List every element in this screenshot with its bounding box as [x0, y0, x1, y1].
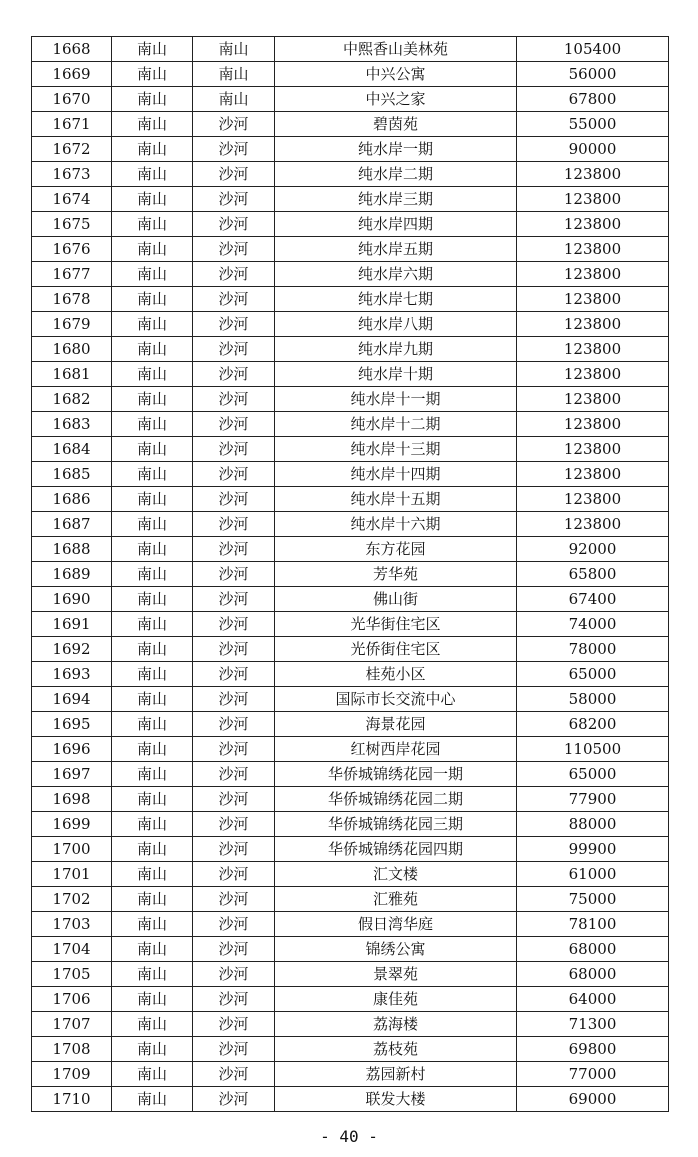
cell-price: 64000 [517, 987, 669, 1012]
cell-district: 南山 [112, 812, 193, 837]
cell-community-name: 假日湾华庭 [275, 912, 517, 937]
cell-number: 1701 [32, 862, 112, 887]
cell-number: 1706 [32, 987, 112, 1012]
table-row [32, 462, 669, 487]
cell-community-name: 华侨城锦绣花园三期 [275, 812, 517, 837]
cell-community-name: 荔海楼 [275, 1012, 517, 1037]
table-row [32, 1087, 669, 1112]
cell-area: 沙河 [193, 912, 275, 937]
cell-price: 75000 [517, 887, 669, 912]
cell-number: 1704 [32, 937, 112, 962]
cell-community-name: 碧茵苑 [275, 112, 517, 137]
cell-community-name: 桂苑小区 [275, 662, 517, 687]
cell-number: 1684 [32, 437, 112, 462]
cell-district: 南山 [112, 762, 193, 787]
cell-number: 1675 [32, 212, 112, 237]
cell-price: 123800 [517, 187, 669, 212]
cell-price: 67800 [517, 87, 669, 112]
cell-area: 沙河 [193, 212, 275, 237]
cell-community-name: 纯水岸六期 [275, 262, 517, 287]
cell-community-name: 中兴公寓 [275, 62, 517, 87]
table-row [32, 337, 669, 362]
cell-number: 1696 [32, 737, 112, 762]
cell-price: 90000 [517, 137, 669, 162]
cell-number: 1674 [32, 187, 112, 212]
cell-price: 123800 [517, 287, 669, 312]
cell-area: 沙河 [193, 887, 275, 912]
cell-community-name: 纯水岸十一期 [275, 387, 517, 412]
table-row [32, 362, 669, 387]
cell-district: 南山 [112, 287, 193, 312]
cell-price: 123800 [517, 312, 669, 337]
table-row [32, 1062, 669, 1087]
cell-community-name: 华侨城锦绣花园四期 [275, 837, 517, 862]
table-row [32, 962, 669, 987]
cell-community-name: 海景花园 [275, 712, 517, 737]
cell-number: 1700 [32, 837, 112, 862]
cell-area: 沙河 [193, 412, 275, 437]
cell-district: 南山 [112, 962, 193, 987]
cell-district: 南山 [112, 1087, 193, 1112]
cell-community-name: 中兴之家 [275, 87, 517, 112]
cell-number: 1703 [32, 912, 112, 937]
cell-area: 沙河 [193, 387, 275, 412]
cell-price: 78100 [517, 912, 669, 937]
cell-district: 南山 [112, 412, 193, 437]
table-row [32, 662, 669, 687]
cell-area: 沙河 [193, 737, 275, 762]
cell-area: 沙河 [193, 812, 275, 837]
cell-price: 123800 [517, 162, 669, 187]
cell-area: 沙河 [193, 487, 275, 512]
cell-price: 69800 [517, 1037, 669, 1062]
cell-number: 1709 [32, 1062, 112, 1087]
cell-area: 沙河 [193, 1062, 275, 1087]
cell-number: 1679 [32, 312, 112, 337]
cell-price: 123800 [517, 462, 669, 487]
cell-area: 沙河 [193, 362, 275, 387]
cell-price: 92000 [517, 537, 669, 562]
table-body [32, 37, 669, 1112]
cell-number: 1687 [32, 512, 112, 537]
cell-area: 沙河 [193, 462, 275, 487]
cell-area: 沙河 [193, 787, 275, 812]
cell-district: 南山 [112, 187, 193, 212]
cell-district: 南山 [112, 162, 193, 187]
cell-price: 56000 [517, 62, 669, 87]
cell-district: 南山 [112, 1012, 193, 1037]
cell-area: 南山 [193, 62, 275, 87]
table-row [32, 212, 669, 237]
cell-district: 南山 [112, 37, 193, 62]
cell-community-name: 联发大楼 [275, 1087, 517, 1112]
table-row [32, 87, 669, 112]
cell-community-name: 纯水岸十五期 [275, 487, 517, 512]
cell-area: 沙河 [193, 1087, 275, 1112]
cell-district: 南山 [112, 362, 193, 387]
cell-number: 1710 [32, 1087, 112, 1112]
cell-community-name: 光侨街住宅区 [275, 637, 517, 662]
cell-area: 沙河 [193, 662, 275, 687]
cell-community-name: 荔园新村 [275, 1062, 517, 1087]
cell-price: 123800 [517, 262, 669, 287]
cell-district: 南山 [112, 337, 193, 362]
cell-district: 南山 [112, 512, 193, 537]
table-row [32, 937, 669, 962]
table-row [32, 387, 669, 412]
cell-area: 沙河 [193, 862, 275, 887]
cell-district: 南山 [112, 1062, 193, 1087]
cell-district: 南山 [112, 112, 193, 137]
table-row [32, 187, 669, 212]
table-row [32, 62, 669, 87]
cell-community-name: 纯水岸九期 [275, 337, 517, 362]
cell-area: 沙河 [193, 587, 275, 612]
cell-district: 南山 [112, 737, 193, 762]
cell-district: 南山 [112, 987, 193, 1012]
cell-community-name: 东方花园 [275, 537, 517, 562]
cell-community-name: 纯水岸十二期 [275, 412, 517, 437]
cell-number: 1680 [32, 337, 112, 362]
cell-district: 南山 [112, 137, 193, 162]
cell-price: 68200 [517, 712, 669, 737]
cell-area: 沙河 [193, 837, 275, 862]
cell-community-name: 国际市长交流中心 [275, 687, 517, 712]
cell-district: 南山 [112, 212, 193, 237]
cell-community-name: 光华街住宅区 [275, 612, 517, 637]
cell-area: 沙河 [193, 612, 275, 637]
cell-price: 123800 [517, 387, 669, 412]
cell-number: 1692 [32, 637, 112, 662]
cell-community-name: 红树西岸花园 [275, 737, 517, 762]
cell-number: 1702 [32, 887, 112, 912]
cell-area: 沙河 [193, 937, 275, 962]
table-row [32, 37, 669, 62]
cell-number: 1708 [32, 1037, 112, 1062]
cell-district: 南山 [112, 387, 193, 412]
cell-district: 南山 [112, 912, 193, 937]
table-row [32, 912, 669, 937]
cell-district: 南山 [112, 1037, 193, 1062]
cell-area: 沙河 [193, 512, 275, 537]
table-row [32, 787, 669, 812]
cell-price: 71300 [517, 1012, 669, 1037]
cell-number: 1670 [32, 87, 112, 112]
cell-community-name: 汇雅苑 [275, 887, 517, 912]
cell-area: 沙河 [193, 137, 275, 162]
cell-district: 南山 [112, 262, 193, 287]
cell-area: 沙河 [193, 237, 275, 262]
table-row [32, 687, 669, 712]
cell-number: 1682 [32, 387, 112, 412]
cell-number: 1683 [32, 412, 112, 437]
cell-area: 沙河 [193, 987, 275, 1012]
cell-area: 沙河 [193, 687, 275, 712]
table-row [32, 712, 669, 737]
cell-district: 南山 [112, 437, 193, 462]
cell-number: 1668 [32, 37, 112, 62]
cell-price: 123800 [517, 437, 669, 462]
cell-number: 1669 [32, 62, 112, 87]
table-row [32, 562, 669, 587]
cell-area: 沙河 [193, 562, 275, 587]
cell-community-name: 中熙香山美林苑 [275, 37, 517, 62]
cell-number: 1681 [32, 362, 112, 387]
price-table [31, 36, 669, 1112]
cell-community-name: 纯水岸二期 [275, 162, 517, 187]
cell-community-name: 纯水岸八期 [275, 312, 517, 337]
table-row [32, 837, 669, 862]
table-row [32, 487, 669, 512]
cell-number: 1694 [32, 687, 112, 712]
cell-district: 南山 [112, 562, 193, 587]
cell-district: 南山 [112, 62, 193, 87]
cell-area: 沙河 [193, 287, 275, 312]
cell-number: 1676 [32, 237, 112, 262]
cell-price: 58000 [517, 687, 669, 712]
cell-community-name: 景翠苑 [275, 962, 517, 987]
table-row [32, 312, 669, 337]
cell-area: 沙河 [193, 312, 275, 337]
cell-number: 1688 [32, 537, 112, 562]
cell-district: 南山 [112, 237, 193, 262]
cell-area: 沙河 [193, 162, 275, 187]
table-row [32, 137, 669, 162]
cell-community-name: 芳华苑 [275, 562, 517, 587]
cell-community-name: 康佳苑 [275, 987, 517, 1012]
cell-community-name: 纯水岸四期 [275, 212, 517, 237]
table-row [32, 1037, 669, 1062]
cell-number: 1678 [32, 287, 112, 312]
cell-district: 南山 [112, 87, 193, 112]
cell-district: 南山 [112, 787, 193, 812]
cell-price: 99900 [517, 837, 669, 862]
cell-price: 88000 [517, 812, 669, 837]
cell-number: 1672 [32, 137, 112, 162]
cell-price: 123800 [517, 362, 669, 387]
cell-district: 南山 [112, 462, 193, 487]
cell-community-name: 纯水岸十三期 [275, 437, 517, 462]
cell-district: 南山 [112, 487, 193, 512]
cell-number: 1671 [32, 112, 112, 137]
table-row [32, 112, 669, 137]
cell-number: 1705 [32, 962, 112, 987]
cell-price: 65800 [517, 562, 669, 587]
table-row [32, 512, 669, 537]
cell-district: 南山 [112, 937, 193, 962]
cell-area: 沙河 [193, 262, 275, 287]
cell-price: 68000 [517, 937, 669, 962]
table-row [32, 737, 669, 762]
table-row [32, 262, 669, 287]
cell-price: 68000 [517, 962, 669, 987]
cell-area: 沙河 [193, 712, 275, 737]
cell-number: 1691 [32, 612, 112, 637]
cell-area: 沙河 [193, 187, 275, 212]
cell-number: 1693 [32, 662, 112, 687]
cell-price: 55000 [517, 112, 669, 137]
cell-community-name: 纯水岸十四期 [275, 462, 517, 487]
table-row [32, 237, 669, 262]
cell-district: 南山 [112, 662, 193, 687]
cell-community-name: 纯水岸三期 [275, 187, 517, 212]
cell-price: 65000 [517, 762, 669, 787]
table-row [32, 812, 669, 837]
cell-price: 78000 [517, 637, 669, 662]
cell-area: 沙河 [193, 1037, 275, 1062]
cell-district: 南山 [112, 587, 193, 612]
table-row [32, 762, 669, 787]
cell-district: 南山 [112, 537, 193, 562]
cell-community-name: 纯水岸五期 [275, 237, 517, 262]
cell-price: 105400 [517, 37, 669, 62]
cell-area: 沙河 [193, 337, 275, 362]
cell-community-name: 荔枝苑 [275, 1037, 517, 1062]
cell-price: 123800 [517, 487, 669, 512]
cell-number: 1690 [32, 587, 112, 612]
cell-area: 沙河 [193, 962, 275, 987]
table-row [32, 637, 669, 662]
cell-area: 沙河 [193, 112, 275, 137]
cell-price: 77900 [517, 787, 669, 812]
cell-price: 69000 [517, 1087, 669, 1112]
cell-community-name: 纯水岸七期 [275, 287, 517, 312]
page-number: - 40 - [320, 1127, 378, 1146]
table-row [32, 537, 669, 562]
cell-district: 南山 [112, 887, 193, 912]
cell-community-name: 纯水岸十六期 [275, 512, 517, 537]
cell-price: 74000 [517, 612, 669, 637]
cell-price: 110500 [517, 737, 669, 762]
cell-price: 77000 [517, 1062, 669, 1087]
cell-district: 南山 [112, 687, 193, 712]
cell-number: 1686 [32, 487, 112, 512]
cell-area: 沙河 [193, 437, 275, 462]
table-row [32, 987, 669, 1012]
cell-district: 南山 [112, 312, 193, 337]
cell-number: 1695 [32, 712, 112, 737]
cell-district: 南山 [112, 837, 193, 862]
table-row [32, 162, 669, 187]
table-row [32, 862, 669, 887]
table-row [32, 887, 669, 912]
cell-area: 沙河 [193, 762, 275, 787]
cell-district: 南山 [112, 612, 193, 637]
cell-district: 南山 [112, 637, 193, 662]
cell-number: 1697 [32, 762, 112, 787]
cell-community-name: 华侨城锦绣花园一期 [275, 762, 517, 787]
cell-price: 123800 [517, 337, 669, 362]
cell-price: 67400 [517, 587, 669, 612]
cell-district: 南山 [112, 862, 193, 887]
cell-area: 南山 [193, 87, 275, 112]
table-row [32, 587, 669, 612]
table-row [32, 437, 669, 462]
cell-community-name: 纯水岸一期 [275, 137, 517, 162]
cell-number: 1707 [32, 1012, 112, 1037]
cell-area: 沙河 [193, 1012, 275, 1037]
table-row [32, 412, 669, 437]
cell-area: 沙河 [193, 637, 275, 662]
cell-community-name: 锦绣公寓 [275, 937, 517, 962]
cell-number: 1677 [32, 262, 112, 287]
cell-price: 123800 [517, 412, 669, 437]
cell-area: 沙河 [193, 537, 275, 562]
cell-area: 南山 [193, 37, 275, 62]
cell-number: 1673 [32, 162, 112, 187]
table-row [32, 612, 669, 637]
cell-price: 61000 [517, 862, 669, 887]
cell-community-name: 纯水岸十期 [275, 362, 517, 387]
cell-price: 123800 [517, 512, 669, 537]
cell-number: 1685 [32, 462, 112, 487]
cell-number: 1689 [32, 562, 112, 587]
cell-number: 1698 [32, 787, 112, 812]
table-row [32, 1012, 669, 1037]
cell-community-name: 佛山街 [275, 587, 517, 612]
cell-price: 123800 [517, 237, 669, 262]
cell-community-name: 汇文楼 [275, 862, 517, 887]
cell-district: 南山 [112, 712, 193, 737]
cell-price: 65000 [517, 662, 669, 687]
cell-number: 1699 [32, 812, 112, 837]
table-row [32, 287, 669, 312]
cell-community-name: 华侨城锦绣花园二期 [275, 787, 517, 812]
cell-price: 123800 [517, 212, 669, 237]
